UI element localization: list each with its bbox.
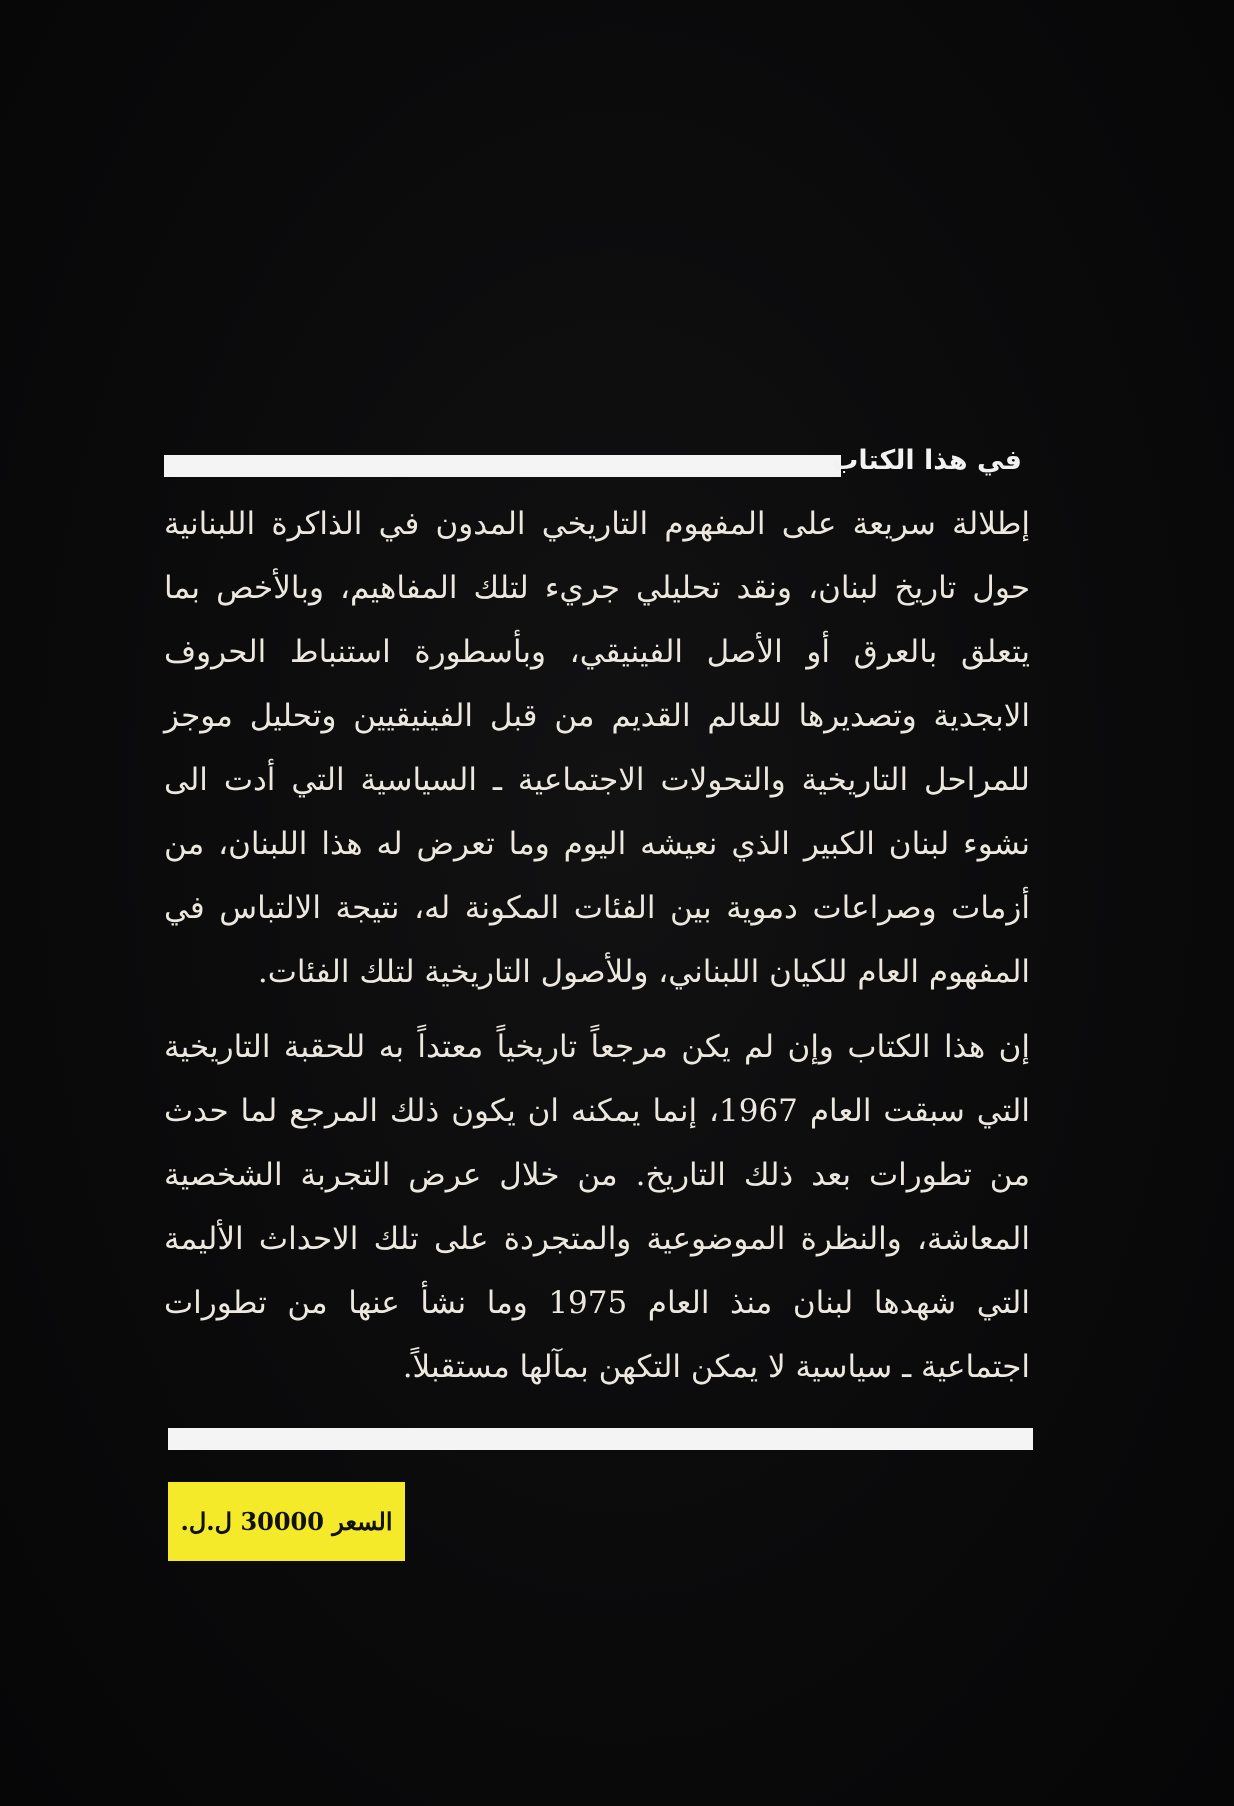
- section-header: [164, 445, 1022, 481]
- section-title: في هذا الكتاب: [831, 445, 1022, 476]
- footer-rule: [168, 1428, 1033, 1450]
- blurb-paragraph-1: إطلالة سريعة على المفهوم التاريخي المدون في الذاكرة اللبنانية حول تاريخ لبنان، ونقد تحليلي جريء لتلك المفاهيم، وبالأخص بما يتعلق بالعرق أو الأصل الفينيقي، وبأسطورة استنباط الحروف الابجدية وتصديرها للعالم القديم من قبل الفينيقيين وتحليل موجز للمراحل التاريخية والتحولات الاجتماعية ـ السياسية التي أدت الى نشوء لبنان الكبير الذي نعيشه اليوم وما تعرض له هذا اللبنان، من أزمات وصراعات دموية بين الفئات المكونة له، نتيجة الالتباس في المفهوم العام للكيان اللبناني، وللأصول التاريخية لتلك الفئات.: [164, 506, 1030, 990]
- blurb-paragraph-2: إن هذا الكتاب وإن لم يكن مرجعاً تاريخياً معتداً به للحقبة التاريخية التي سبقت العام 1967، إنما يمكنه ان يكون ذلك المرجع لما حدث من تطورات بعد ذلك التاريخ. من خلال عرض التجربة الشخصية المعاشة، والنظرة الموضوعية والمتجردة على تلك الاحداث الأليمة التي شهدها لبنان منذ العام 1975 وما نشأ عنها من تطورات اجتماعية ـ سياسية لا يمكن التكهن بمآلها مستقبلاً.: [164, 1029, 1030, 1385]
- price-tag: [168, 1482, 405, 1561]
- price-label: السعر 30000 ل.ل.: [180, 1507, 393, 1536]
